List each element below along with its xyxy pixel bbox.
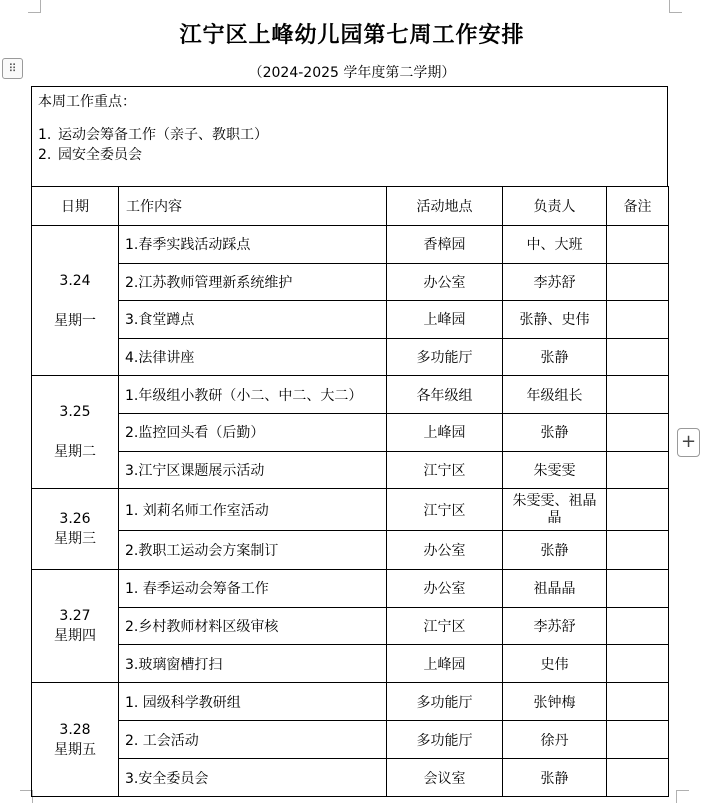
- weekday-text: 星期三: [54, 531, 96, 547]
- task-note: [607, 683, 669, 721]
- task-owner: 李苏舒: [503, 263, 607, 301]
- task-content: 3.安全委员会: [119, 759, 387, 797]
- task-note: [607, 570, 669, 608]
- task-owner: 张静、史伟: [503, 301, 607, 339]
- date-text: 3.26: [59, 511, 91, 527]
- task-owner: 中、大班: [503, 226, 607, 264]
- table-row: [32, 263, 669, 301]
- table-row: [32, 226, 669, 264]
- focus-item-text: 运动会筹备工作（亲子、教职工）: [58, 127, 268, 143]
- table-row: [32, 338, 669, 376]
- task-note: [607, 451, 669, 489]
- table-row: [32, 645, 669, 683]
- plus-icon[interactable]: +: [677, 428, 700, 457]
- task-owner: 张静: [503, 338, 607, 376]
- task-owner: 张静: [503, 531, 607, 570]
- date-text: 3.24: [59, 272, 91, 289]
- table-row: [32, 451, 669, 489]
- header-location: 活动地点: [387, 187, 503, 226]
- task-content: 3.玻璃窗槽打扫: [119, 645, 387, 683]
- task-content: 1.春季实践活动踩点: [119, 226, 387, 264]
- focus-item: [38, 125, 667, 145]
- task-owner-line: 朱雯雯、祖晶: [512, 492, 597, 509]
- task-content: 2. 工会活动: [119, 721, 387, 759]
- document-title: 江宁区上峰幼儿园第七周工作安排: [179, 22, 525, 48]
- task-note: [607, 338, 669, 376]
- task-note: [607, 301, 669, 339]
- weekday-text: 星期五: [54, 741, 96, 758]
- task-location: 多功能厅: [387, 683, 503, 721]
- task-owner: 祖晶晶: [503, 570, 607, 608]
- date-text: 3.28: [59, 721, 91, 738]
- task-owner: 朱雯雯: [503, 451, 607, 489]
- task-location: 香樟园: [387, 226, 503, 264]
- task-note: [607, 414, 669, 452]
- task-location: 江宁区: [387, 489, 503, 531]
- task-content: 1.年级组小教研（小二、中二、大二）: [119, 376, 387, 414]
- weekday-text: 星期一: [54, 312, 96, 329]
- task-location: 上峰园: [387, 301, 503, 339]
- task-location: 多功能厅: [387, 721, 503, 759]
- weekday-text: 星期二: [54, 444, 96, 460]
- task-owner: 张钟梅: [503, 683, 607, 721]
- date-cell: [32, 570, 119, 683]
- task-content: 2.监控回头看（后勤）: [119, 414, 387, 452]
- header-note: 备注: [607, 187, 669, 226]
- table-row: [32, 489, 669, 531]
- header-content: 工作内容: [119, 187, 387, 226]
- table-row: [32, 376, 669, 414]
- task-content: 1. 刘莉名师工作室活动: [119, 489, 387, 531]
- table-row: [32, 759, 669, 797]
- task-location: 会议室: [387, 759, 503, 797]
- task-location: 上峰园: [387, 414, 503, 452]
- header-row: [32, 187, 669, 226]
- task-note: [607, 531, 669, 570]
- task-owner: 徐丹: [503, 721, 607, 759]
- focus-item-number: 2.: [38, 147, 52, 163]
- task-content: 1. 春季运动会筹备工作: [119, 570, 387, 608]
- task-location: 各年级组: [387, 376, 503, 414]
- task-note: [607, 226, 669, 264]
- task-location: 上峰园: [387, 645, 503, 683]
- table-row: [32, 531, 669, 570]
- task-note: [607, 607, 669, 645]
- task-location: 多功能厅: [387, 338, 503, 376]
- task-content: 1. 园级科学教研组: [119, 683, 387, 721]
- header-owner: 负责人: [503, 187, 607, 226]
- table-row: [32, 683, 669, 721]
- task-note: [607, 489, 669, 531]
- task-note: [607, 721, 669, 759]
- task-content: 2.教职工运动会方案制订: [119, 531, 387, 570]
- focus-item: [38, 145, 667, 165]
- task-owner: 年级组长: [503, 376, 607, 414]
- task-note: [607, 263, 669, 301]
- table-row: [32, 607, 669, 645]
- task-owner-line: 晶: [547, 509, 562, 526]
- task-content: 2.乡村教师材料区级审核: [119, 607, 387, 645]
- date-text: 3.25: [59, 404, 91, 420]
- task-owner: 张静: [503, 414, 607, 452]
- date-cell: [32, 376, 119, 489]
- weekly-focus-box: [31, 86, 668, 186]
- task-location: 办公室: [387, 570, 503, 608]
- task-content: 2.江苏教师管理新系统维护: [119, 263, 387, 301]
- move-handle-icon[interactable]: ⠿: [2, 58, 23, 79]
- date-text: 3.27: [59, 608, 91, 624]
- table-row: [32, 721, 669, 759]
- task-owner: 李苏舒: [503, 607, 607, 645]
- task-content: 4.法律讲座: [119, 338, 387, 376]
- task-owner: 史伟: [503, 645, 607, 683]
- crop-mark-top-right: [669, 0, 682, 13]
- focus-item-number: 1.: [38, 127, 52, 143]
- task-note: [607, 376, 669, 414]
- document-subtitle: （2024-2025 学年度第二学期）: [248, 65, 456, 81]
- weekly-focus-heading: 本周工作重点：: [38, 94, 136, 110]
- task-content: 3.食堂蹲点: [119, 301, 387, 339]
- table-row: [32, 301, 669, 339]
- date-cell: [32, 489, 119, 570]
- task-content: 3.江宁区课题展示活动: [119, 451, 387, 489]
- schedule-table: [31, 186, 669, 797]
- date-cell: [32, 683, 119, 797]
- task-location: 江宁区: [387, 451, 503, 489]
- task-location: 办公室: [387, 531, 503, 570]
- table-row: [32, 414, 669, 452]
- crop-mark-top-left: [28, 0, 41, 13]
- crop-mark-bottom-right: [676, 790, 689, 803]
- task-location: 江宁区: [387, 607, 503, 645]
- task-note: [607, 645, 669, 683]
- task-location: 办公室: [387, 263, 503, 301]
- table-row: [32, 570, 669, 608]
- focus-item-text: 园安全委员会: [58, 147, 142, 163]
- task-owner: 张静: [503, 759, 607, 797]
- task-owner: [503, 489, 607, 531]
- header-date: 日期: [32, 187, 119, 226]
- weekday-text: 星期四: [54, 628, 96, 644]
- date-cell: [32, 226, 119, 376]
- task-note: [607, 759, 669, 797]
